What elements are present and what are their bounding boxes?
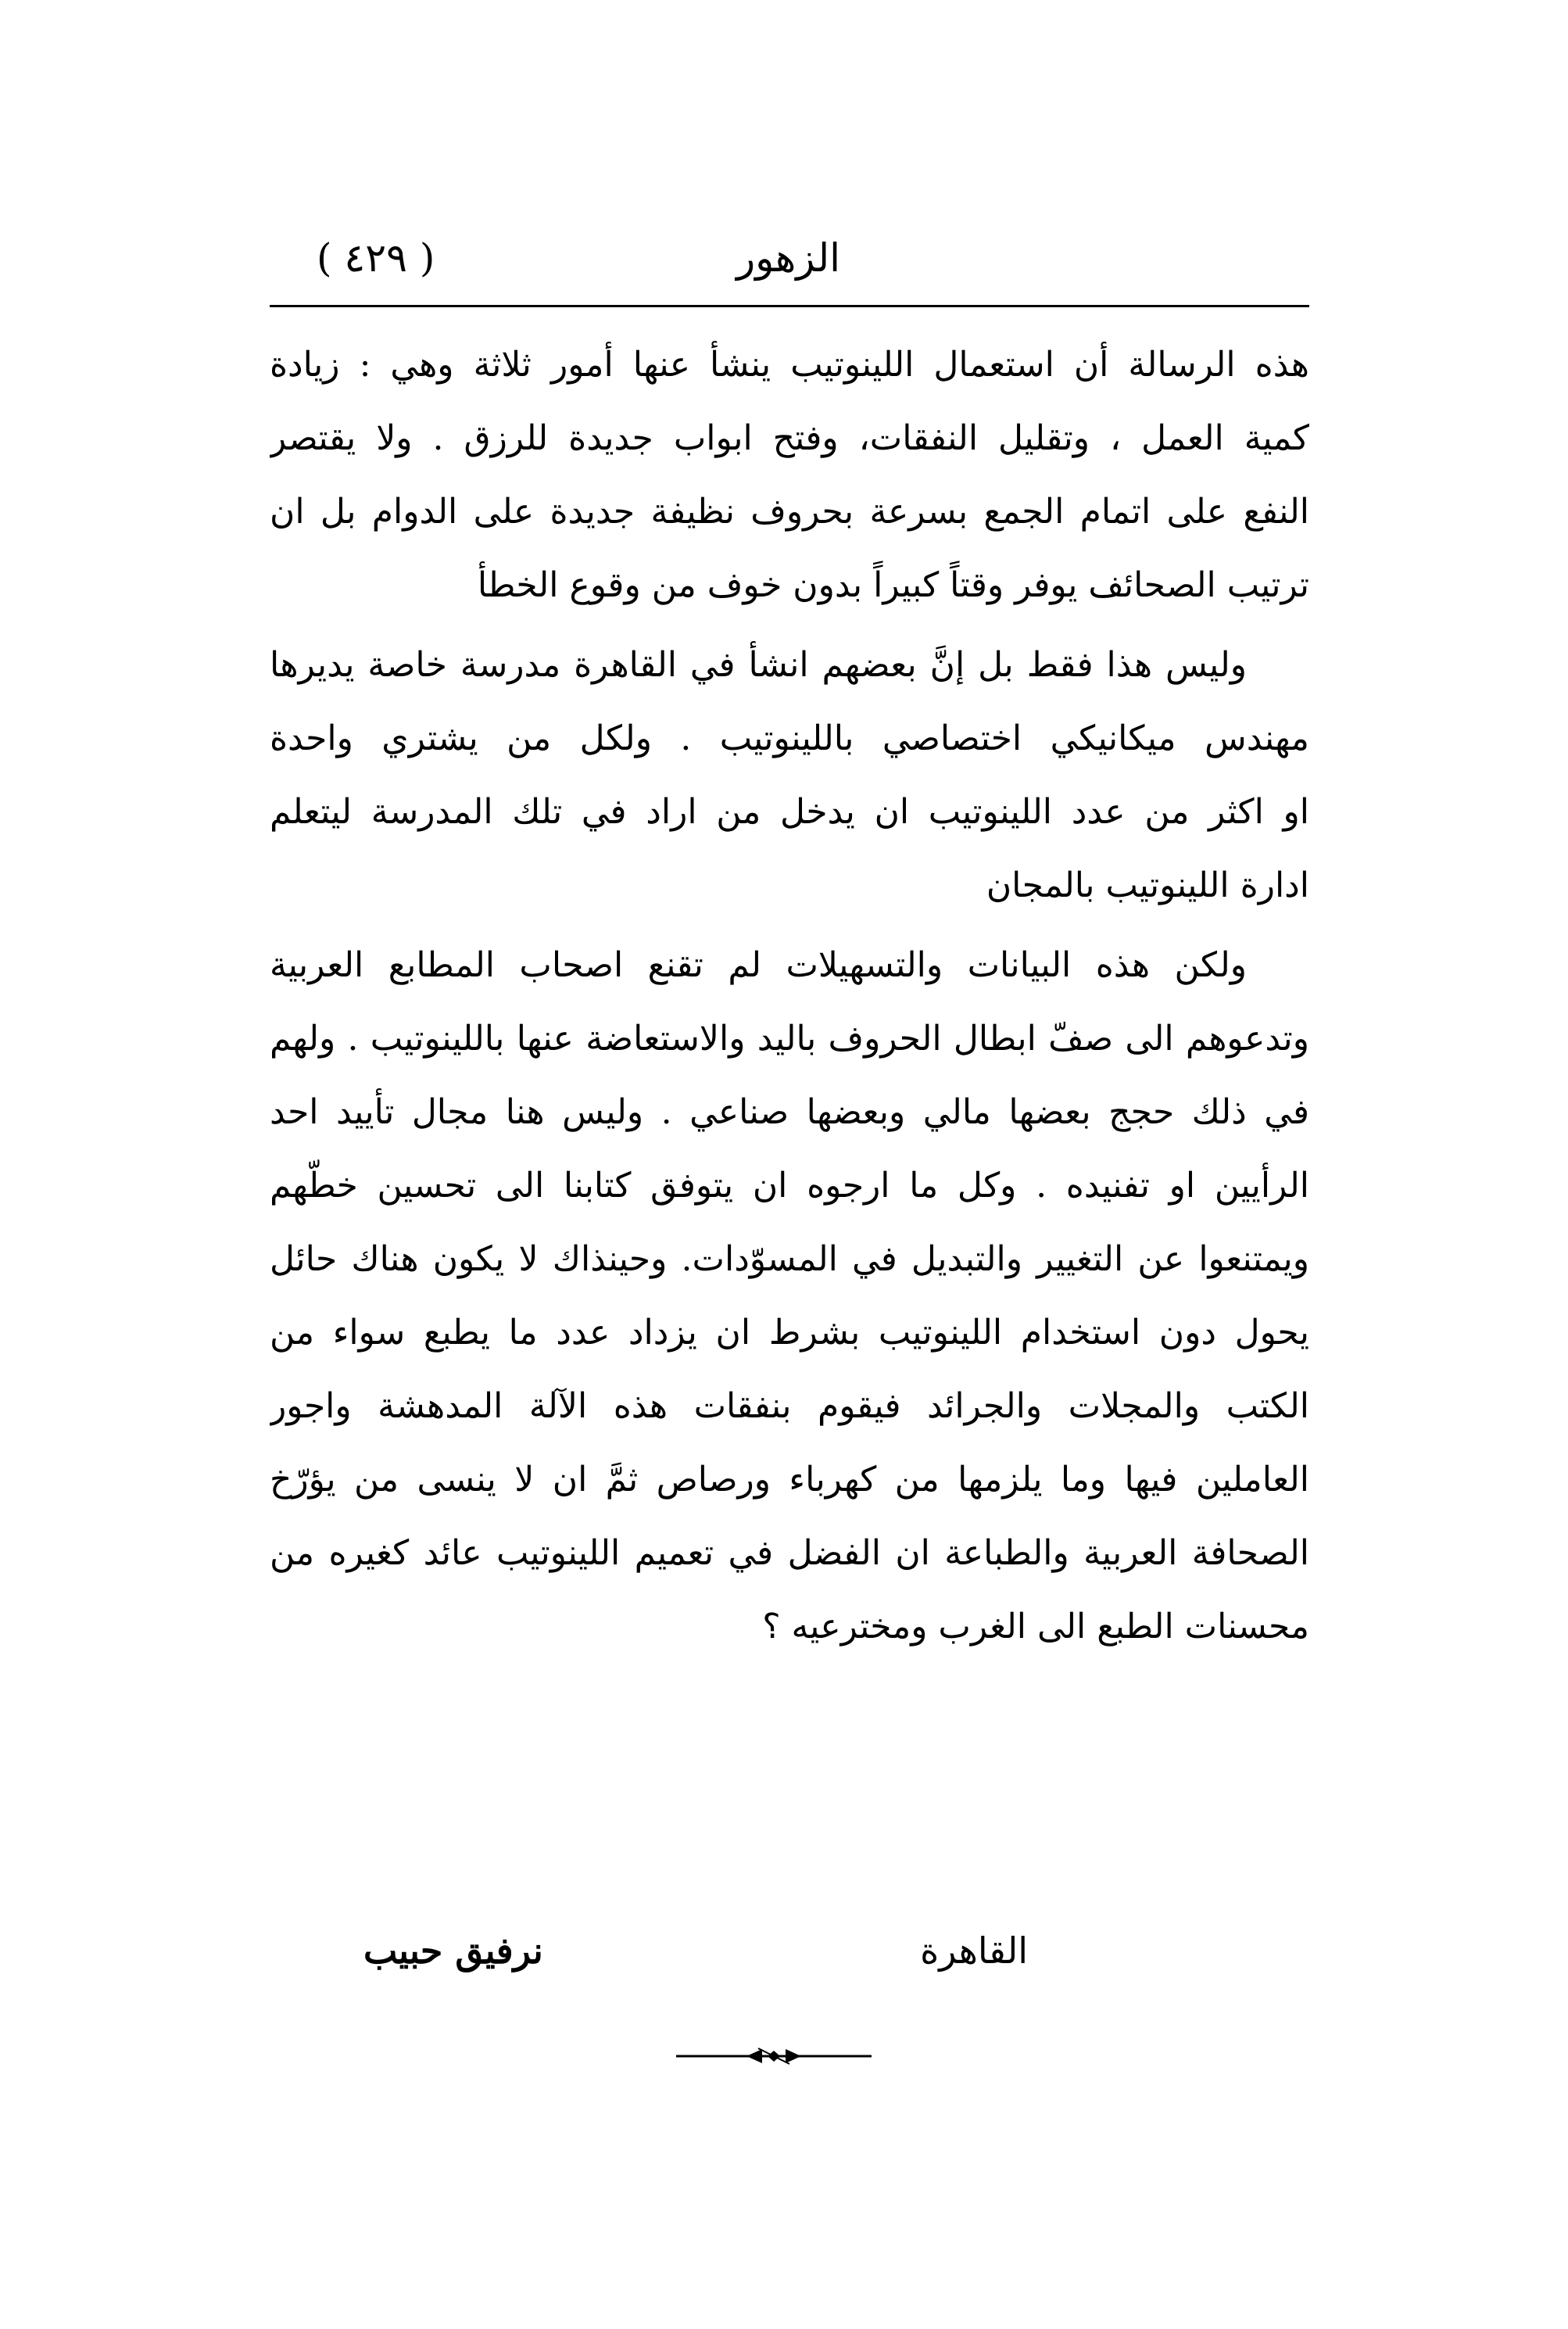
signature-author: نرفيق حبيب — [363, 1929, 543, 1972]
text-line: هذه الرسالة أن استعمال اللينوتيب ينشأ عنها أمور ثلاثة وهي : زيادة — [270, 345, 1309, 385]
text-line: في ذلك حجج بعضها مالي وبعضها صناعي . وليس هنا مجال تأييد احد — [270, 1092, 1309, 1132]
text-line: او اكثر من عدد اللينوتيب ان يدخل من اراد في تلك المدرسة ليتعلم — [270, 792, 1309, 832]
text-line: الصحافة العربية والطباعة ان الفضل في تعميم اللينوتيب عائد كغيره من — [270, 1533, 1309, 1573]
text-line: ولكن هذه البيانات والتسهيلات لم تقنع اصحاب المطابع العربية — [270, 945, 1247, 985]
signature-block — [270, 1919, 1309, 1990]
text-line: العاملين فيها وما يلزمها من كهرباء ورصاص ثمَّ ان لا ينسى من يؤرّخ — [270, 1460, 1309, 1500]
paragraph — [270, 629, 1309, 923]
paragraph — [270, 328, 1309, 622]
text-line: ترتيب الصحائف يوفر وقتاً كبيراً بدون خوف من وقوع الخطأ — [477, 565, 1309, 605]
text-line: الرأيين او تفنيده . وكل ما ارجوه ان يتوفق كتابنا الى تحسين خطّهم — [270, 1166, 1309, 1206]
header-rule — [270, 305, 1309, 307]
paragraph-gap — [270, 923, 1309, 929]
running-title: الزهور — [736, 235, 840, 281]
text-line: ويمتنعوا عن التغيير والتبديل في المسوّدات. وحينذاك لا يكون هناك حائل — [270, 1239, 1309, 1279]
body-text — [270, 328, 1309, 1664]
text-line: الكتب والمجلات والجرائد فيقوم بنفقات هذه الآلة المدهشة واجور — [270, 1386, 1309, 1426]
text-line: وليس هذا فقط بل إنَّ بعضهم انشأ في القاهرة مدرسة خاصة يديرها — [270, 645, 1247, 685]
page-number: ( ٤٢٩ ) — [317, 235, 435, 281]
signature-place: القاهرة — [920, 1929, 1028, 1972]
text-line: محسنات الطبع الى الغرب ومخترعيه ؟ — [762, 1607, 1309, 1646]
text-line: كمية العمل ، وتقليل النفقات، وفتح ابواب جديدة للرزق . ولا يقتصر — [270, 418, 1309, 458]
end-ornament-icon — [672, 2044, 875, 2068]
page-header — [270, 223, 1309, 301]
text-line: مهندس ميكانيكي اختصاصي باللينوتيب . ولكل من يشتري واحدة — [270, 718, 1309, 758]
text-line: وتدعوهم الى صفّ ابطال الحروف باليد والاستعاضة عنها باللينوتيب . ولهم — [270, 1019, 1309, 1059]
text-line: يحول دون استخدام اللينوتيب بشرط ان يزداد عدد ما يطبع سواء من — [270, 1313, 1309, 1353]
text-line: ادارة اللينوتيب بالمجان — [986, 865, 1309, 905]
text-line: النفع على اتمام الجمع بسرعة بحروف نظيفة جديدة على الدوام بل ان — [270, 492, 1309, 532]
paragraph-gap — [270, 622, 1309, 629]
paragraph — [270, 929, 1309, 1664]
